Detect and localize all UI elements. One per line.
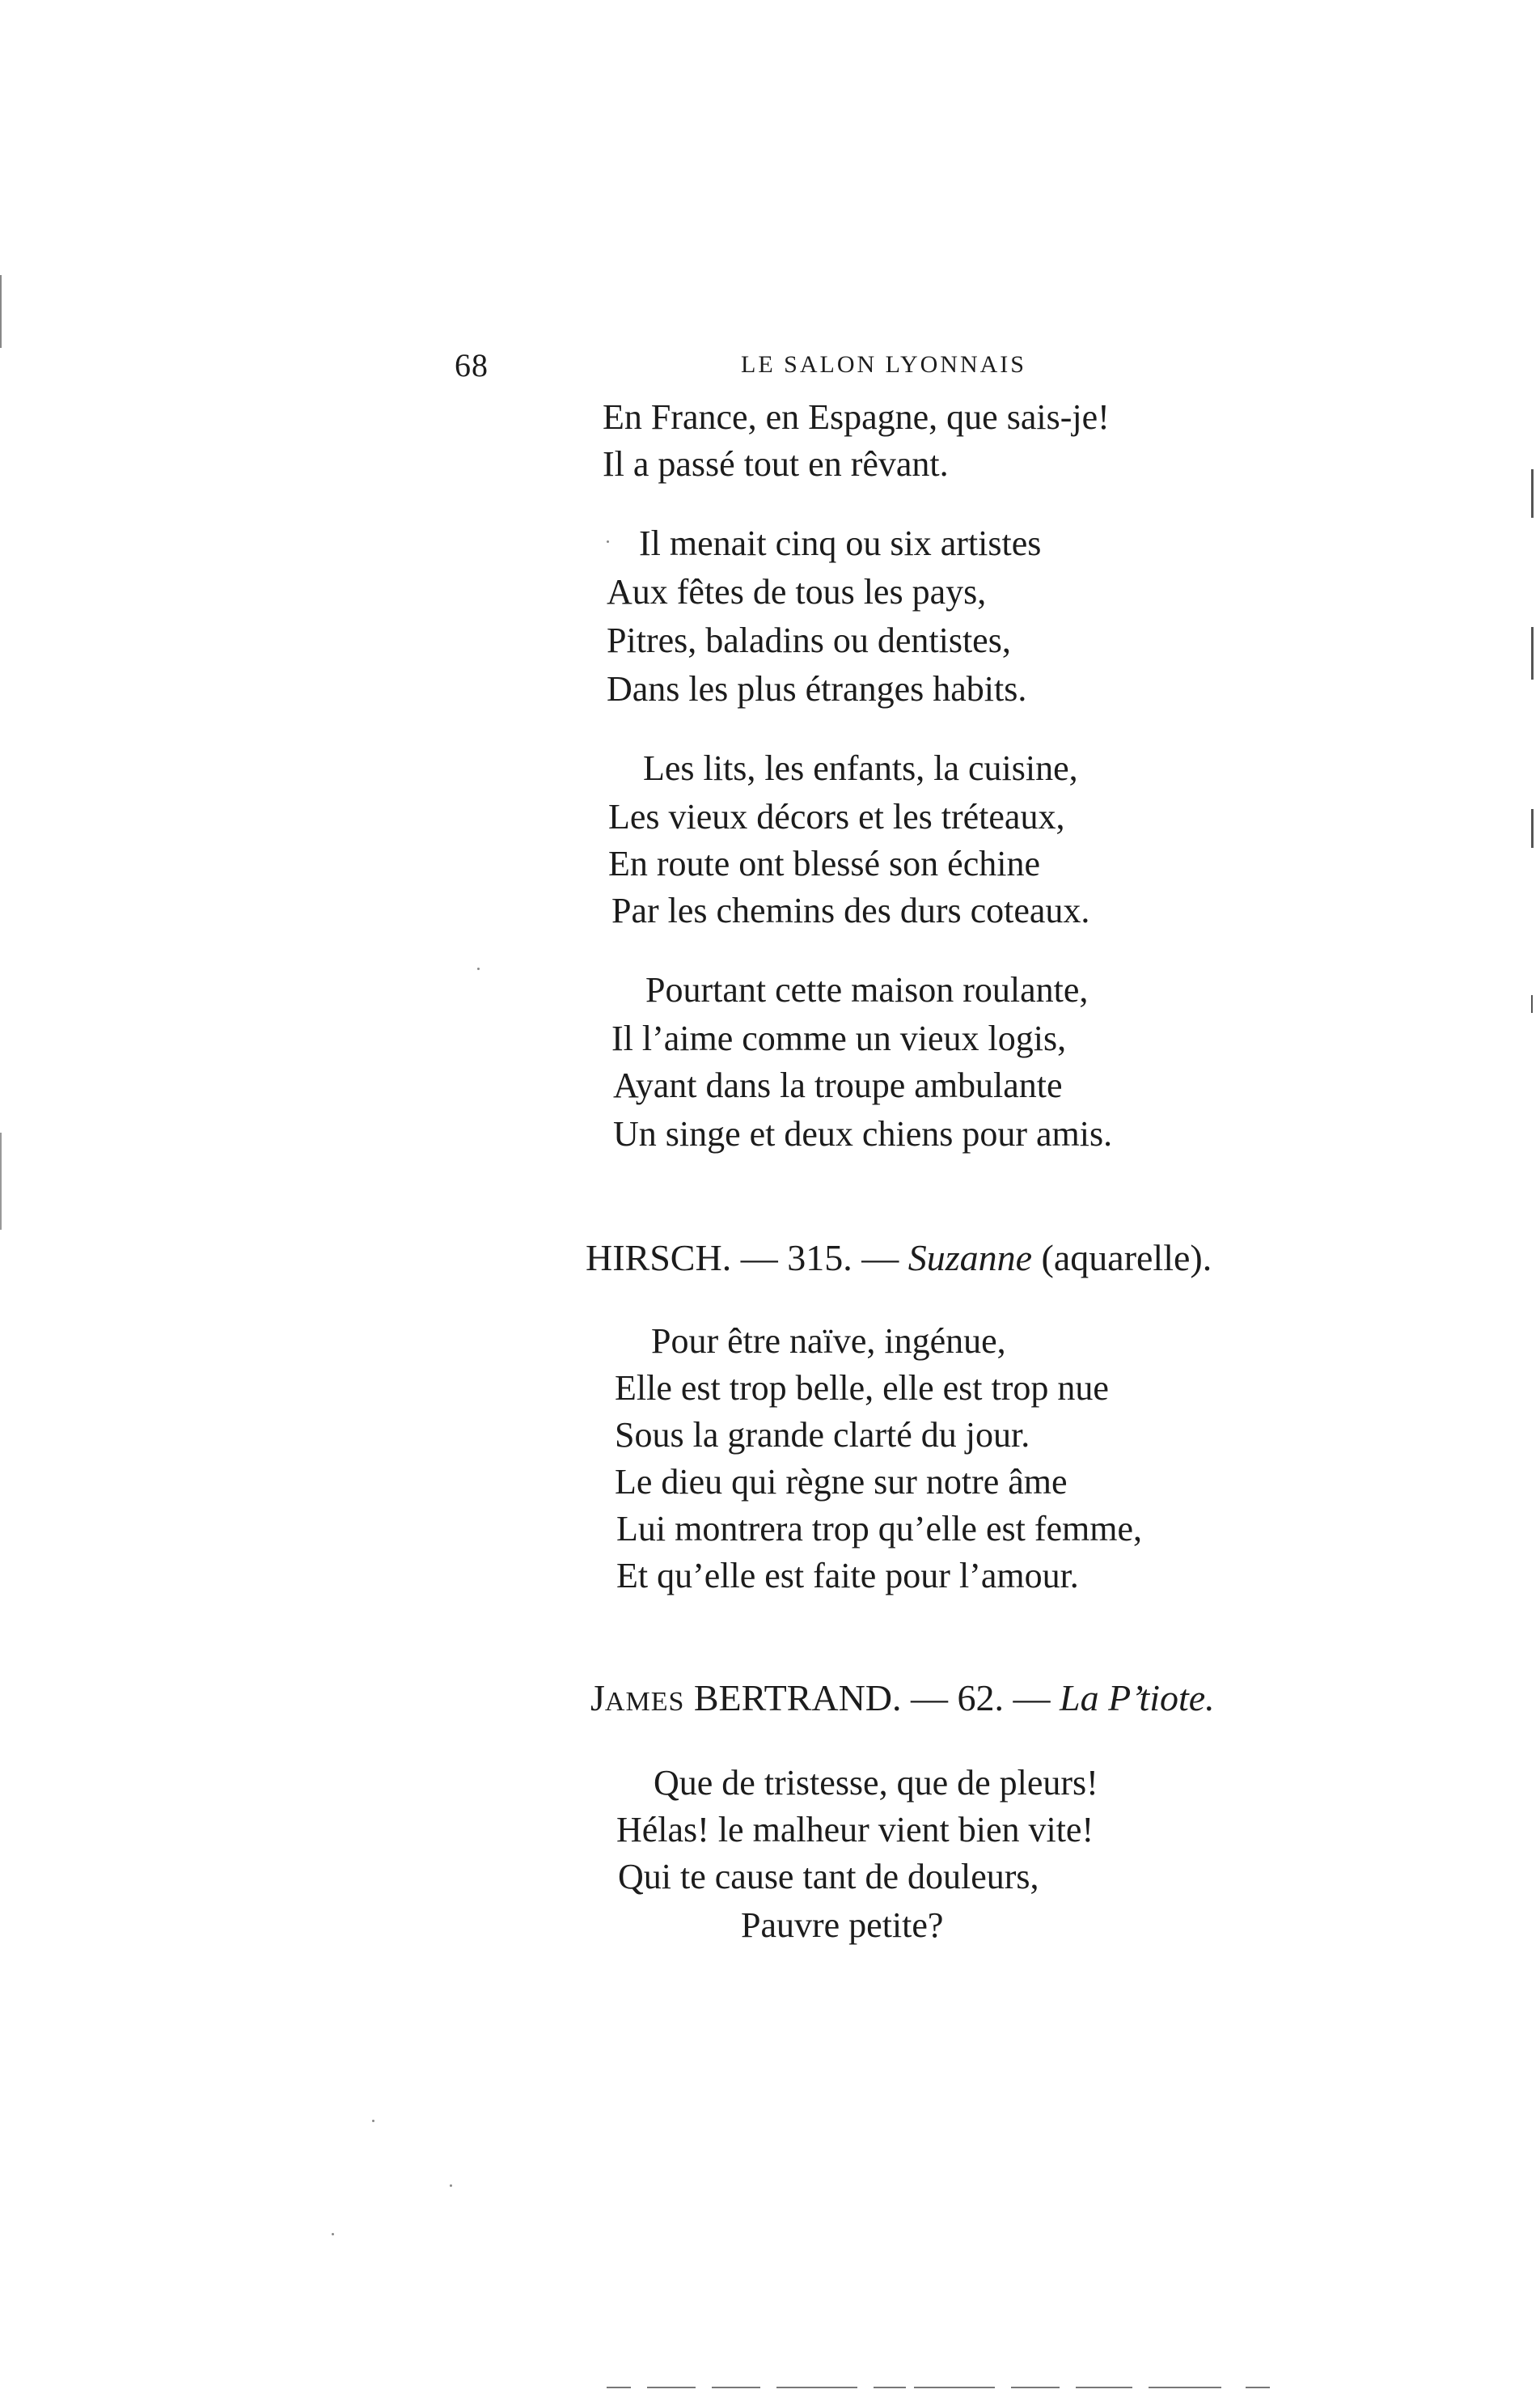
verse-line: Ayant dans la troupe ambulante [613, 1066, 1063, 1105]
catalog-entry-hirsch [586, 1239, 1212, 1277]
verse-line: Sous la grande clarté du jour. [615, 1415, 1030, 1455]
verse-line: Lui montrera trop qu’elle est femme, [616, 1509, 1142, 1549]
verse-line: Que de tristesse, que de pleurs! [654, 1763, 1098, 1803]
scan-edge-mark [0, 1133, 2, 1230]
running-title: LE SALON LYONNAIS [741, 351, 1026, 378]
catalog-entry-bertrand [590, 1677, 1215, 1718]
verse-line: Hélas! le malheur vient bien vite! [616, 1810, 1094, 1849]
verse-line: En route ont blessé son échine [608, 844, 1040, 883]
verse-line: Qui te cause tant de douleurs, [618, 1857, 1039, 1896]
verse-line: Il l’aime comme un vieux logis, [611, 1019, 1067, 1058]
scan-speck [607, 540, 609, 543]
verse-line: Pitres, baladins ou dentistes, [607, 621, 1011, 660]
scan-edge-mark [1531, 627, 1534, 680]
artist-first-name: JAMES [590, 1677, 685, 1718]
verse-line: Pour être naïve, ingénue, [651, 1321, 1006, 1361]
artwork-medium: (aquarelle). [1041, 1237, 1212, 1278]
verse-line: Un singe et deux chiens pour amis. [613, 1114, 1113, 1154]
scan-speck [372, 2120, 374, 2122]
scan-edge-mark [0, 275, 2, 348]
verse-line: Il menait cinq ou six artistes [639, 523, 1042, 563]
artist-last-name: BERTRAND. [693, 1677, 902, 1718]
verse-line: Les lits, les enfants, la cuisine, [643, 748, 1078, 788]
artwork-title: La P’tiote. [1060, 1677, 1215, 1718]
page-number: 68 [455, 347, 489, 383]
verse-line: Les vieux décors et les tréteaux, [608, 797, 1065, 837]
verse-line: Dans les plus étranges habits. [607, 669, 1027, 709]
scan-speck [450, 2184, 452, 2187]
verse-line: Et qu’elle est faite pour l’amour. [616, 1556, 1079, 1595]
verse-line: En France, en Espagne, que sais-je! [603, 397, 1110, 437]
verse-line: Le dieu qui règne sur notre âme [615, 1462, 1068, 1502]
scan-speck [477, 968, 480, 970]
catalog-number: — 315. — [740, 1237, 899, 1278]
artwork-title: Suzanne [908, 1237, 1033, 1278]
scan-edge-mark [1531, 995, 1533, 1013]
scan-edge-mark [1531, 469, 1534, 518]
catalog-number: — 62. — [911, 1677, 1051, 1718]
scan-speck [332, 2233, 334, 2235]
verse-line: Il a passé tout en rêvant. [603, 444, 949, 484]
scan-edge-mark [1531, 809, 1534, 848]
verse-line: Par les chemins des durs coteaux. [611, 891, 1090, 930]
verse-line: Pauvre petite? [741, 1905, 944, 1945]
artist-name: HIRSCH. [586, 1237, 732, 1278]
verse-line: Aux fêtes de tous les pays, [607, 572, 987, 612]
verse-line: Pourtant cette maison roulante, [645, 970, 1089, 1010]
verse-line: Elle est trop belle, elle est trop nue [615, 1368, 1109, 1408]
